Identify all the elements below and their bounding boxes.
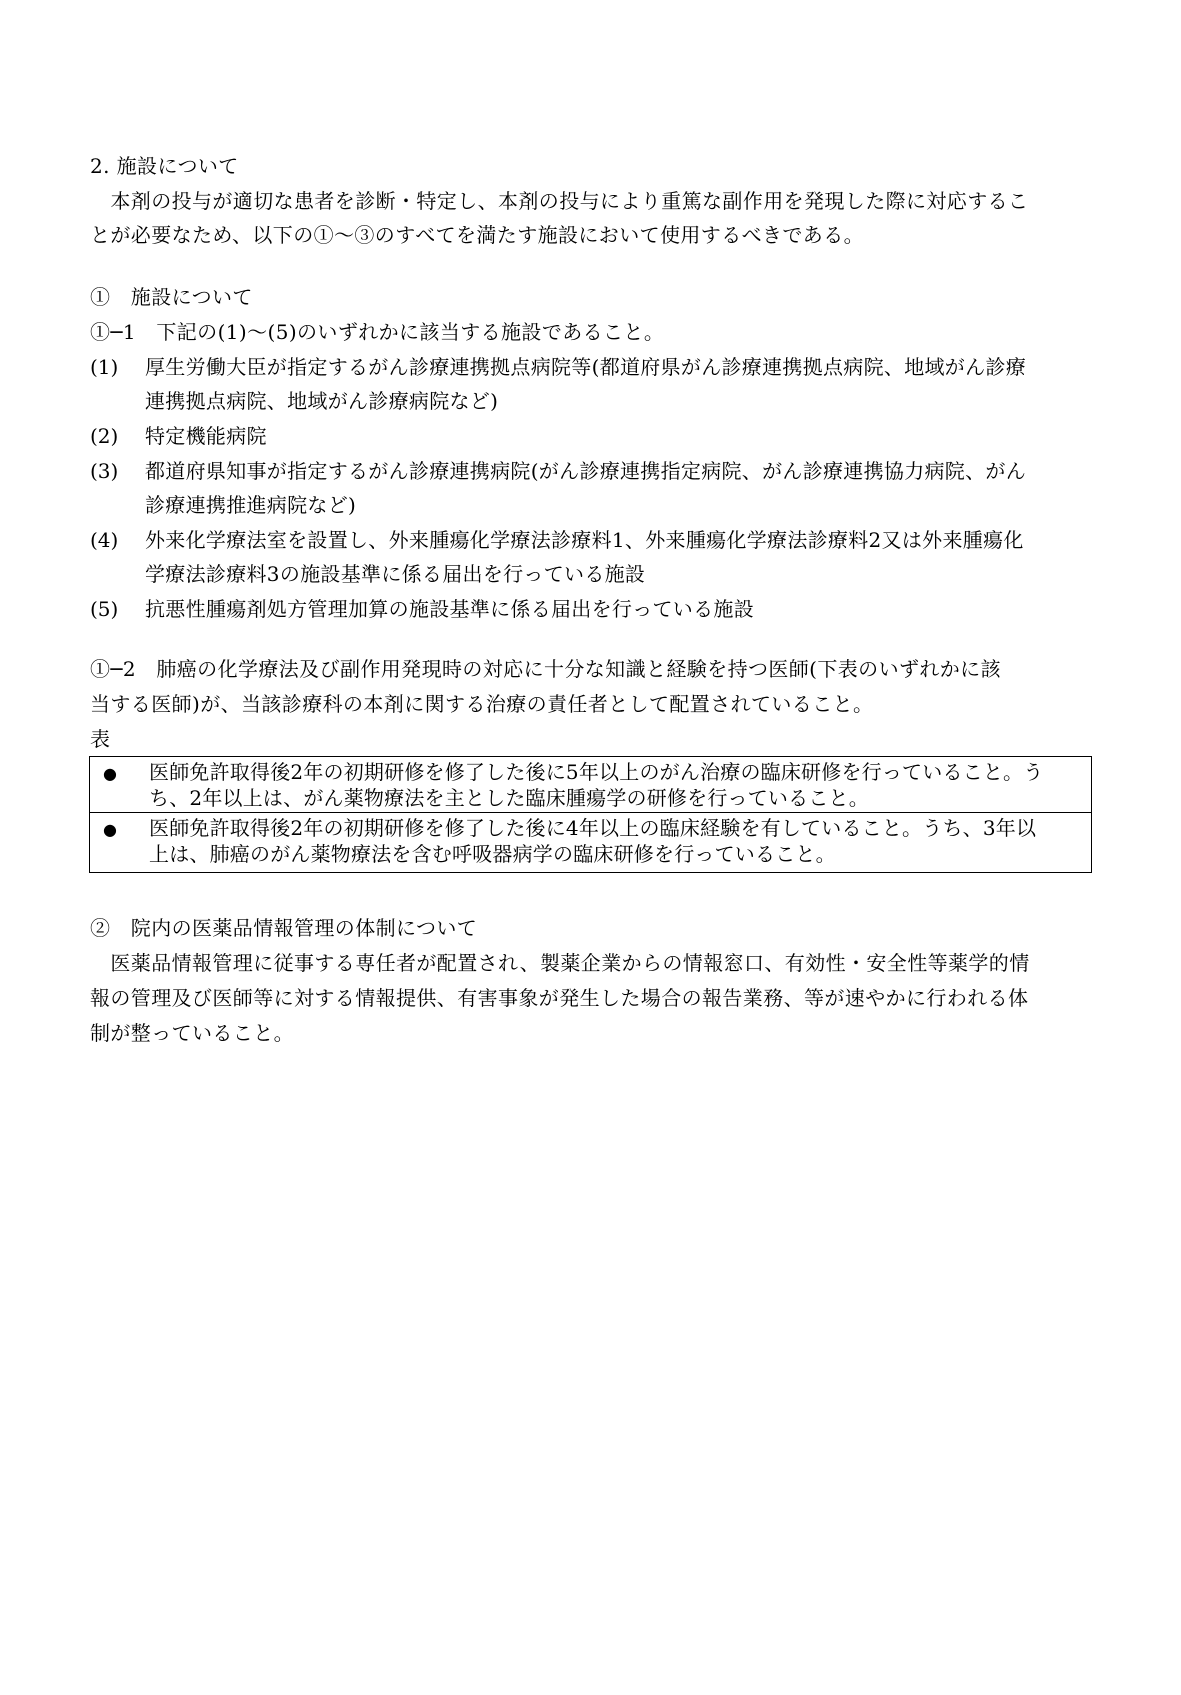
item-1-number: (1) bbox=[90, 355, 119, 379]
table-cell-line-1: 医師免許取得後2年の初期研修を修了した後に5年以上のがん治療の臨床研修を行っていること。う bbox=[149, 760, 1044, 784]
item-3-line-2: 診療連携推進病院など) bbox=[145, 493, 357, 517]
table-cell bbox=[149, 759, 1079, 811]
item-1-line-2: 連携拠点病院、地域がん診療病院など) bbox=[145, 389, 499, 413]
physician-requirements-table bbox=[89, 756, 1092, 873]
item-4-line-1: 外来化学療法室を設置し、外来腫瘍化学療法診療料1、外来腫瘍化学療法診療料2又は外来腫瘍化 bbox=[145, 528, 1024, 552]
table-row bbox=[90, 757, 1091, 813]
item-4-line-2: 学療法診療料3の施設基準に係る届出を行っている施設 bbox=[145, 562, 646, 586]
subsection-2-line-3: 制が整っていること。 bbox=[90, 1021, 294, 1045]
condition-1-1-title: ①─1 下記の(1)～(5)のいずれかに該当する施設であること。 bbox=[90, 320, 665, 344]
subsection-2-line-2: 報の管理及び医師等に対する情報提供、有害事象が発生した場合の報告業務、等が速やかに行われる体 bbox=[90, 986, 1029, 1010]
bullet-icon: ● bbox=[103, 764, 117, 783]
subsection-2-title: ② 院内の医薬品情報管理の体制について bbox=[90, 916, 478, 940]
item-2-number: (2) bbox=[90, 424, 119, 448]
condition-1-2-line-1: ①─2 肺癌の化学療法及び副作用発現時の対応に十分な知識と経験を持つ医師(下表のいずれかに該 bbox=[90, 657, 1001, 681]
section-2-intro-line-2: とが必要なため、以下の①～③のすべてを満たす施設において使用するべきである。 bbox=[90, 223, 864, 247]
item-5-line-1: 抗悪性腫瘍剤処方管理加算の施設基準に係る届出を行っている施設 bbox=[145, 597, 754, 621]
table-cell bbox=[149, 815, 1079, 867]
section-2-intro-line-1: 本剤の投与が適切な患者を診断・特定し、本剤の投与により重篤な副作用を発現した際に対応するこ bbox=[90, 189, 1029, 213]
table-cell-line-2: 上は、肺癌のがん薬物療法を含む呼吸器病学の臨床研修を行っていること。 bbox=[149, 842, 836, 866]
item-2-line-1: 特定機能病院 bbox=[145, 424, 267, 448]
table-cell-line-2: ち、2年以上は、がん薬物療法を主とした臨床腫瘍学の研修を行っていること。 bbox=[149, 786, 869, 810]
subsection-2-line-1: 医薬品情報管理に従事する専任者が配置され、製薬企業からの情報窓口、有効性・安全性等薬学的情 bbox=[90, 951, 1030, 975]
bullet-icon: ● bbox=[103, 820, 117, 839]
subsection-1-title: ① 施設について bbox=[90, 285, 253, 309]
table-cell-line-1: 医師免許取得後2年の初期研修を修了した後に4年以上の臨床経験を有していること。うち、3年以 bbox=[149, 816, 1037, 840]
item-5-number: (5) bbox=[90, 597, 119, 621]
item-3-number: (3) bbox=[90, 459, 119, 483]
section-2-title: 2. 施設について bbox=[90, 154, 239, 178]
item-3-line-1: 都道府県知事が指定するがん診療連携病院(がん診療連携指定病院、がん診療連携協力病院、がん bbox=[145, 459, 1027, 483]
table-row bbox=[90, 813, 1091, 872]
condition-1-2-line-2: 当する医師)が、当該診療科の本剤に関する治療の責任者として配置されていること。 bbox=[90, 692, 874, 716]
item-1-line-1: 厚生労働大臣が指定するがん診療連携拠点病院等(都道府県がん診療連携拠点病院、地域がん診療 bbox=[145, 355, 1027, 379]
item-4-number: (4) bbox=[90, 528, 119, 552]
table-label: 表 bbox=[90, 727, 111, 751]
